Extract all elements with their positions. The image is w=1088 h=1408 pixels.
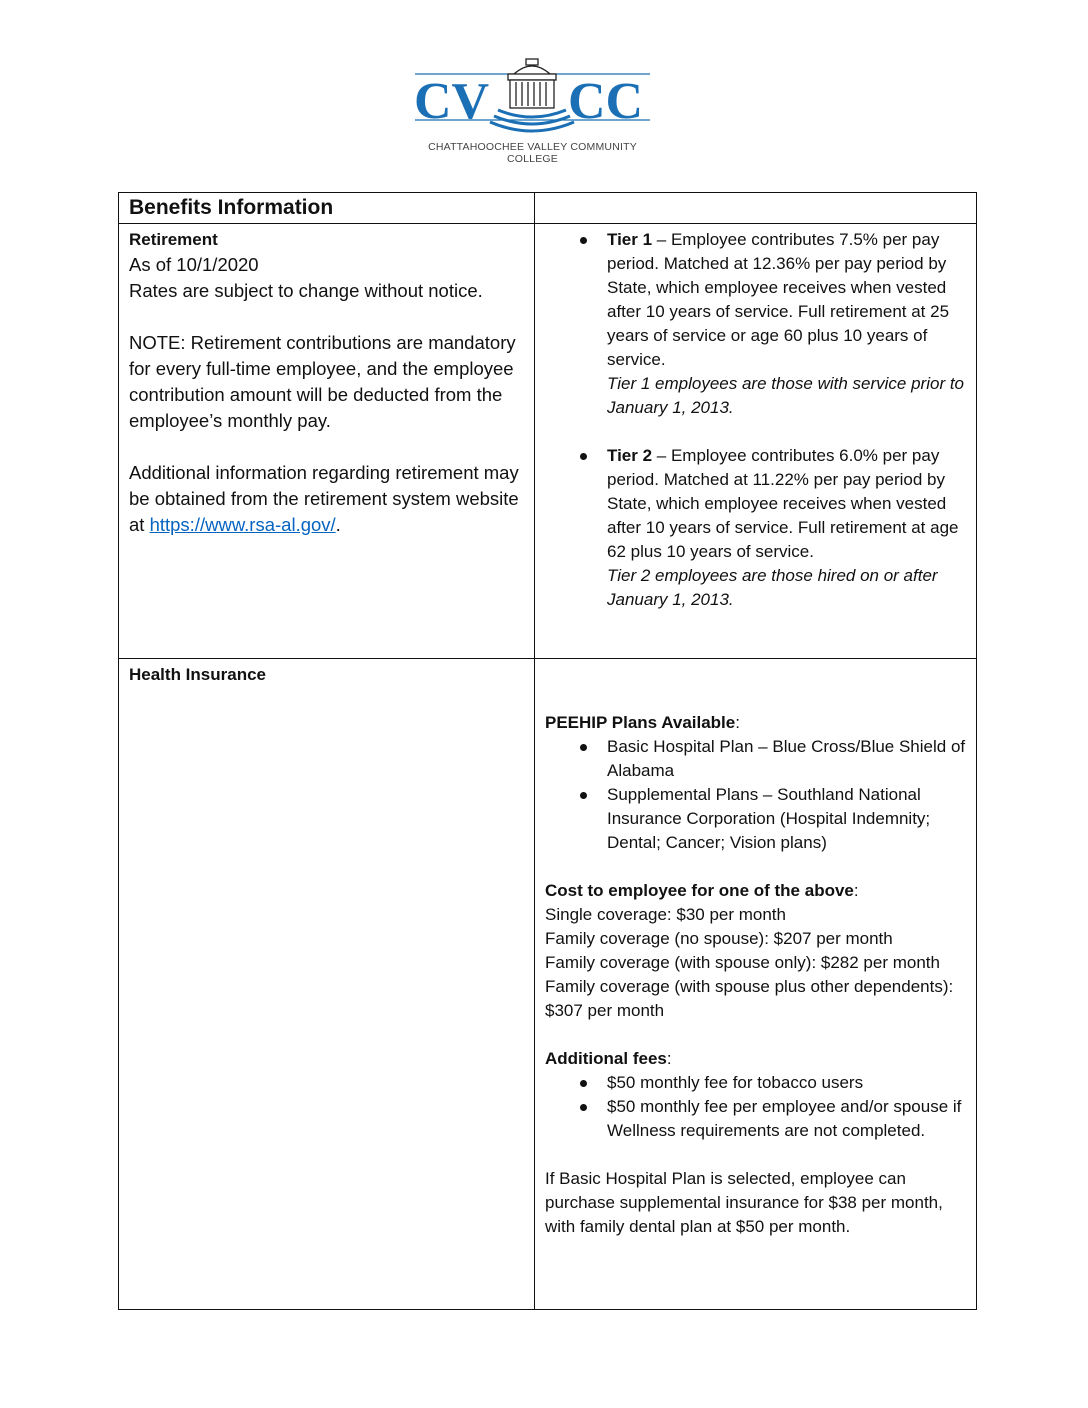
college-logo	[410, 52, 655, 165]
tier-2-label: Tier 2	[607, 446, 653, 465]
bullet-icon	[580, 237, 587, 244]
retirement-additional-info	[129, 460, 524, 538]
tier-1-text: – Employee contributes 7.5% per pay period. Matched at 12.36% per pay period by State, which employee receives when vested after 10 years of service. Full retirement at 25 years of service or age 60 plus 10 years of service.	[607, 230, 950, 369]
fees-list	[545, 1071, 966, 1143]
health-left-cell	[119, 659, 535, 1310]
tier-2-text: – Employee contributes 6.0% per pay period. Matched at 11.22% per pay period by State, which employee receives when vested after 10 years of service. Full retirement at age 62 plus 10 years of service.	[607, 446, 959, 561]
bullet-icon	[580, 744, 587, 751]
tier-1-note: Tier 1 employees are those with service prior to January 1, 2013.	[607, 374, 964, 417]
bullet-icon	[580, 453, 587, 460]
logo-letters-left: CV	[414, 73, 490, 130]
health-right-cell	[535, 659, 977, 1310]
plan-item: Basic Hospital Plan – Blue Cross/Blue Shield of Alabama	[545, 735, 966, 783]
bullet-icon	[580, 1104, 587, 1111]
retirement-note: NOTE: Retirement contributions are mandatory for every full-time employee, and the employee contribution amount will be deducted from the employee’s monthly pay.	[129, 332, 516, 431]
retirement-as-of: As of 10/1/2020	[129, 254, 259, 275]
tier-2-note: Tier 2 employees are those hired on or after January 1, 2013.	[607, 566, 938, 609]
cost-line: Single coverage: $30 per month	[545, 905, 786, 924]
fees-heading: Additional fees:	[545, 1049, 672, 1068]
tier-1-label: Tier 1	[607, 230, 653, 249]
health-title: Health Insurance	[129, 665, 266, 684]
bullet-icon	[580, 792, 587, 799]
cost-line: Family coverage (no spouse): $207 per month	[545, 929, 893, 948]
tier-2-item	[545, 444, 966, 612]
benefits-table	[118, 192, 977, 1310]
header-cell-right	[535, 193, 977, 224]
tier-list	[545, 228, 966, 612]
cost-heading: Cost to employee for one of the above:	[545, 881, 859, 900]
fee-item: $50 monthly fee per employee and/or spouse if Wellness requirements are not completed.	[545, 1095, 966, 1143]
supplemental-note: If Basic Hospital Plan is selected, employee can purchase supplemental insurance for $38 per month, with family dental plan at $50 per month.	[545, 1169, 943, 1236]
logo-subtitle: CHATTAHOOCHEE VALLEY COMMUNITY COLLEGE	[428, 141, 637, 165]
rsa-website-link[interactable]: https://www.rsa-al.gov/	[149, 514, 336, 535]
header-cell-left	[119, 193, 535, 224]
retirement-title: Retirement	[129, 230, 218, 249]
cost-line: Family coverage (with spouse only): $282 per month	[545, 953, 940, 972]
tier-1-item	[545, 228, 966, 420]
additional-info-suffix: .	[335, 514, 341, 535]
plans-list	[545, 735, 966, 855]
additional-info-text: Additional information regarding retirement may be obtained from the retirement system website at	[129, 462, 519, 535]
retirement-left-cell	[119, 224, 535, 659]
bullet-icon	[580, 1080, 587, 1087]
rotunda-icon	[508, 59, 556, 108]
logo-graphic	[410, 52, 655, 140]
plan-item: Supplemental Plans – Southland National Insurance Corporation (Hospital Indemnity; Dental; Cancer; Vision plans)	[545, 783, 966, 855]
logo-letters-right: CC	[568, 73, 644, 130]
cost-line: Family coverage (with spouse plus other dependents): $307 per month	[545, 977, 954, 1020]
retirement-rates-note: Rates are subject to change without notice.	[129, 280, 483, 301]
plans-heading: PEEHIP Plans Available:	[545, 713, 740, 732]
retirement-right-cell	[535, 224, 977, 659]
fee-item: $50 monthly fee for tobacco users	[545, 1071, 966, 1095]
table-title: Benefits Information	[129, 196, 334, 219]
